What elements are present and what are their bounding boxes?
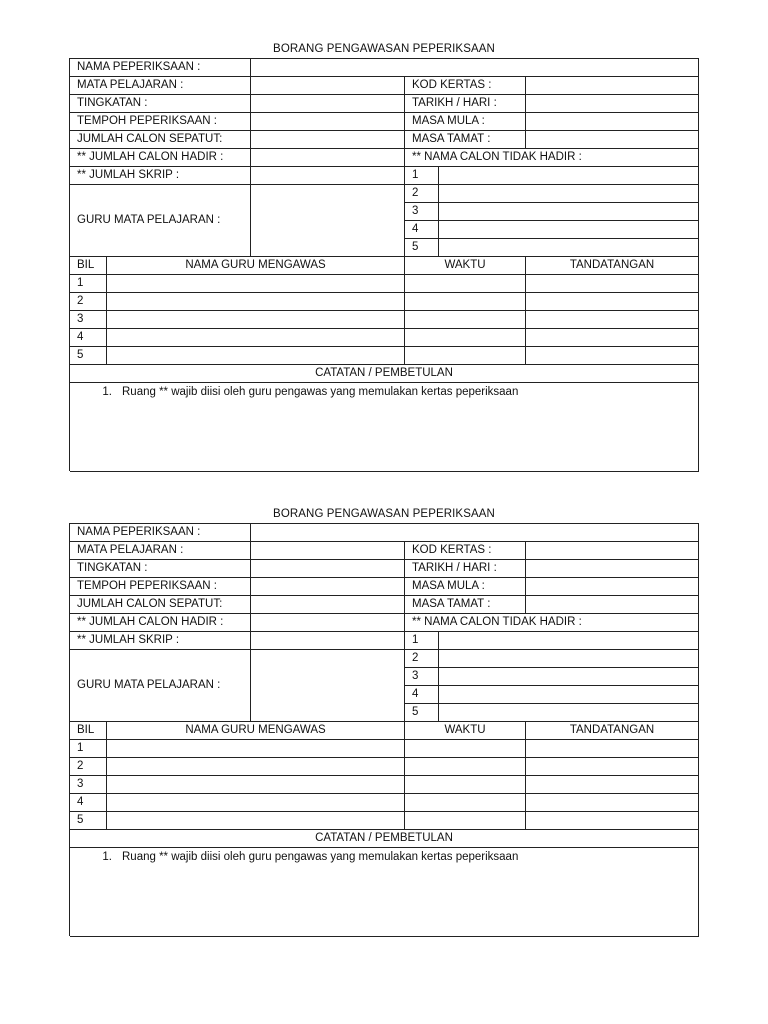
field-masa-tamat[interactable]: [526, 596, 699, 614]
exam-form-1: [69, 40, 699, 471]
field-nama-peperiksaan[interactable]: [251, 59, 699, 77]
form-grid: [69, 523, 699, 936]
row-bil: 5: [70, 812, 107, 830]
field-jumlah-hadir[interactable]: [251, 614, 405, 632]
absent-number: 5: [405, 704, 439, 722]
row-waktu-field[interactable]: [405, 347, 526, 365]
row-bil: 5: [70, 347, 107, 365]
row-bil: 4: [70, 794, 107, 812]
row-waktu-field[interactable]: [405, 275, 526, 293]
field-tempoh[interactable]: [251, 113, 405, 131]
row-bil: 1: [70, 740, 107, 758]
row-waktu-field[interactable]: [405, 758, 526, 776]
absent-number: 3: [405, 668, 439, 686]
field-jumlah-skrip[interactable]: [251, 632, 405, 650]
label-guru-mata-pelajaran: GURU MATA PELAJARAN :: [70, 185, 251, 257]
row-waktu-field[interactable]: [405, 794, 526, 812]
form-title: BORANG PENGAWASAN PEPERIKSAAN: [273, 43, 495, 55]
header-waktu: WAKTU: [405, 257, 526, 275]
absent-name-field[interactable]: [439, 632, 699, 650]
field-jumlah-sepatut[interactable]: [251, 131, 405, 149]
label-masa-tamat: MASA TAMAT :: [405, 131, 526, 149]
row-tandatangan-field[interactable]: [526, 347, 699, 365]
row-nama-field[interactable]: [107, 347, 405, 365]
field-mata-pelajaran[interactable]: [251, 77, 405, 95]
note-item: [70, 383, 698, 401]
field-mata-pelajaran[interactable]: [251, 542, 405, 560]
note-number: 1.: [102, 386, 112, 398]
label-tarikh-hari: TARIKH / HARI :: [405, 95, 526, 113]
field-jumlah-skrip[interactable]: [251, 167, 405, 185]
field-tarikh-hari[interactable]: [526, 95, 699, 113]
label-kod-kertas: KOD KERTAS :: [405, 542, 526, 560]
header-waktu: WAKTU: [405, 722, 526, 740]
notes-area[interactable]: [70, 848, 699, 937]
row-nama-field[interactable]: [107, 794, 405, 812]
label-mata-pelajaran: MATA PELAJARAN :: [70, 542, 251, 560]
row-tandatangan-field[interactable]: [526, 812, 699, 830]
label-tarikh-hari: TARIKH / HARI :: [405, 560, 526, 578]
label-mata-pelajaran: MATA PELAJARAN :: [70, 77, 251, 95]
header-nama-guru: NAMA GURU MENGAWAS: [107, 722, 405, 740]
note-number: 1.: [102, 851, 112, 863]
absent-name-field[interactable]: [439, 203, 699, 221]
note-text: Ruang ** wajib diisi oleh guru pengawas yang memulakan kertas peperiksaan: [122, 386, 519, 398]
absent-name-field[interactable]: [439, 167, 699, 185]
label-masa-tamat: MASA TAMAT :: [405, 596, 526, 614]
field-tarikh-hari[interactable]: [526, 560, 699, 578]
field-kod-kertas[interactable]: [526, 542, 699, 560]
row-bil: 3: [70, 311, 107, 329]
row-nama-field[interactable]: [107, 293, 405, 311]
header-bil: BIL: [70, 722, 107, 740]
label-jumlah-hadir: ** JUMLAH CALON HADIR :: [70, 149, 251, 167]
absent-name-field[interactable]: [439, 668, 699, 686]
notes-header: CATATAN / PEMBETULAN: [70, 830, 699, 848]
row-waktu-field[interactable]: [405, 812, 526, 830]
field-masa-tamat[interactable]: [526, 131, 699, 149]
row-tandatangan-field[interactable]: [526, 311, 699, 329]
row-tandatangan-field[interactable]: [526, 275, 699, 293]
label-nama-peperiksaan: NAMA PEPERIKSAAN :: [70, 524, 251, 542]
row-bil: 2: [70, 293, 107, 311]
row-nama-field[interactable]: [107, 776, 405, 794]
field-tingkatan[interactable]: [251, 95, 405, 113]
row-nama-field[interactable]: [107, 740, 405, 758]
row-bil: 1: [70, 275, 107, 293]
notes-area[interactable]: [70, 383, 699, 472]
note-item: [70, 848, 698, 866]
label-nama-tidak-hadir: ** NAMA CALON TIDAK HADIR :: [405, 149, 699, 167]
row-nama-field[interactable]: [107, 311, 405, 329]
row-bil: 2: [70, 758, 107, 776]
notes-header: CATATAN / PEMBETULAN: [70, 365, 699, 383]
absent-number: 2: [405, 650, 439, 668]
note-text: Ruang ** wajib diisi oleh guru pengawas yang memulakan kertas peperiksaan: [122, 851, 519, 863]
absent-name-field[interactable]: [439, 704, 699, 722]
field-guru-mata-pelajaran[interactable]: [251, 185, 405, 257]
absent-number: 4: [405, 221, 439, 239]
label-jumlah-skrip: ** JUMLAH SKRIP :: [70, 167, 251, 185]
row-tandatangan-field[interactable]: [526, 758, 699, 776]
row-waktu-field[interactable]: [405, 311, 526, 329]
absent-name-field[interactable]: [439, 239, 699, 257]
field-jumlah-hadir[interactable]: [251, 149, 405, 167]
label-kod-kertas: KOD KERTAS :: [405, 77, 526, 95]
header-bil: BIL: [70, 257, 107, 275]
label-tingkatan: TINGKATAN :: [70, 95, 251, 113]
absent-name-field[interactable]: [439, 686, 699, 704]
label-masa-mula: MASA MULA :: [405, 578, 526, 596]
row-waktu-field[interactable]: [405, 293, 526, 311]
absent-number: 1: [405, 167, 439, 185]
row-nama-field[interactable]: [107, 329, 405, 347]
label-jumlah-hadir: ** JUMLAH CALON HADIR :: [70, 614, 251, 632]
label-guru-mata-pelajaran: GURU MATA PELAJARAN :: [70, 650, 251, 722]
field-tempoh[interactable]: [251, 578, 405, 596]
absent-number: 4: [405, 686, 439, 704]
field-kod-kertas[interactable]: [526, 77, 699, 95]
absent-number: 5: [405, 239, 439, 257]
field-nama-peperiksaan[interactable]: [251, 524, 699, 542]
label-tempoh: TEMPOH PEPERIKSAAN :: [70, 113, 251, 131]
field-masa-mula[interactable]: [526, 113, 699, 131]
row-bil: 3: [70, 776, 107, 794]
row-nama-field[interactable]: [107, 812, 405, 830]
row-tandatangan-field[interactable]: [526, 293, 699, 311]
form-grid: [69, 58, 699, 471]
label-jumlah-sepatut: JUMLAH CALON SEPATUT:: [70, 131, 251, 149]
row-tandatangan-field[interactable]: [526, 776, 699, 794]
label-tingkatan: TINGKATAN :: [70, 560, 251, 578]
exam-form-2: [69, 505, 699, 936]
field-masa-mula[interactable]: [526, 578, 699, 596]
row-waktu-field[interactable]: [405, 329, 526, 347]
label-masa-mula: MASA MULA :: [405, 113, 526, 131]
label-nama-peperiksaan: NAMA PEPERIKSAAN :: [70, 59, 251, 77]
absent-name-field[interactable]: [439, 221, 699, 239]
label-jumlah-sepatut: JUMLAH CALON SEPATUT:: [70, 596, 251, 614]
row-tandatangan-field[interactable]: [526, 794, 699, 812]
field-guru-mata-pelajaran[interactable]: [251, 650, 405, 722]
row-waktu-field[interactable]: [405, 776, 526, 794]
row-bil: 4: [70, 329, 107, 347]
label-jumlah-skrip: ** JUMLAH SKRIP :: [70, 632, 251, 650]
header-nama-guru: NAMA GURU MENGAWAS: [107, 257, 405, 275]
row-nama-field[interactable]: [107, 758, 405, 776]
header-tandatangan: TANDATANGAN: [526, 722, 699, 740]
row-waktu-field[interactable]: [405, 740, 526, 758]
row-tandatangan-field[interactable]: [526, 740, 699, 758]
absent-number: 1: [405, 632, 439, 650]
row-tandatangan-field[interactable]: [526, 329, 699, 347]
header-tandatangan: TANDATANGAN: [526, 257, 699, 275]
field-jumlah-sepatut[interactable]: [251, 596, 405, 614]
row-nama-field[interactable]: [107, 275, 405, 293]
label-tempoh: TEMPOH PEPERIKSAAN :: [70, 578, 251, 596]
label-nama-tidak-hadir: ** NAMA CALON TIDAK HADIR :: [405, 614, 699, 632]
absent-number: 3: [405, 203, 439, 221]
form-title: BORANG PENGAWASAN PEPERIKSAAN: [273, 508, 495, 520]
absent-number: 2: [405, 185, 439, 203]
field-tingkatan[interactable]: [251, 560, 405, 578]
absent-name-field[interactable]: [439, 185, 699, 203]
absent-name-field[interactable]: [439, 650, 699, 668]
